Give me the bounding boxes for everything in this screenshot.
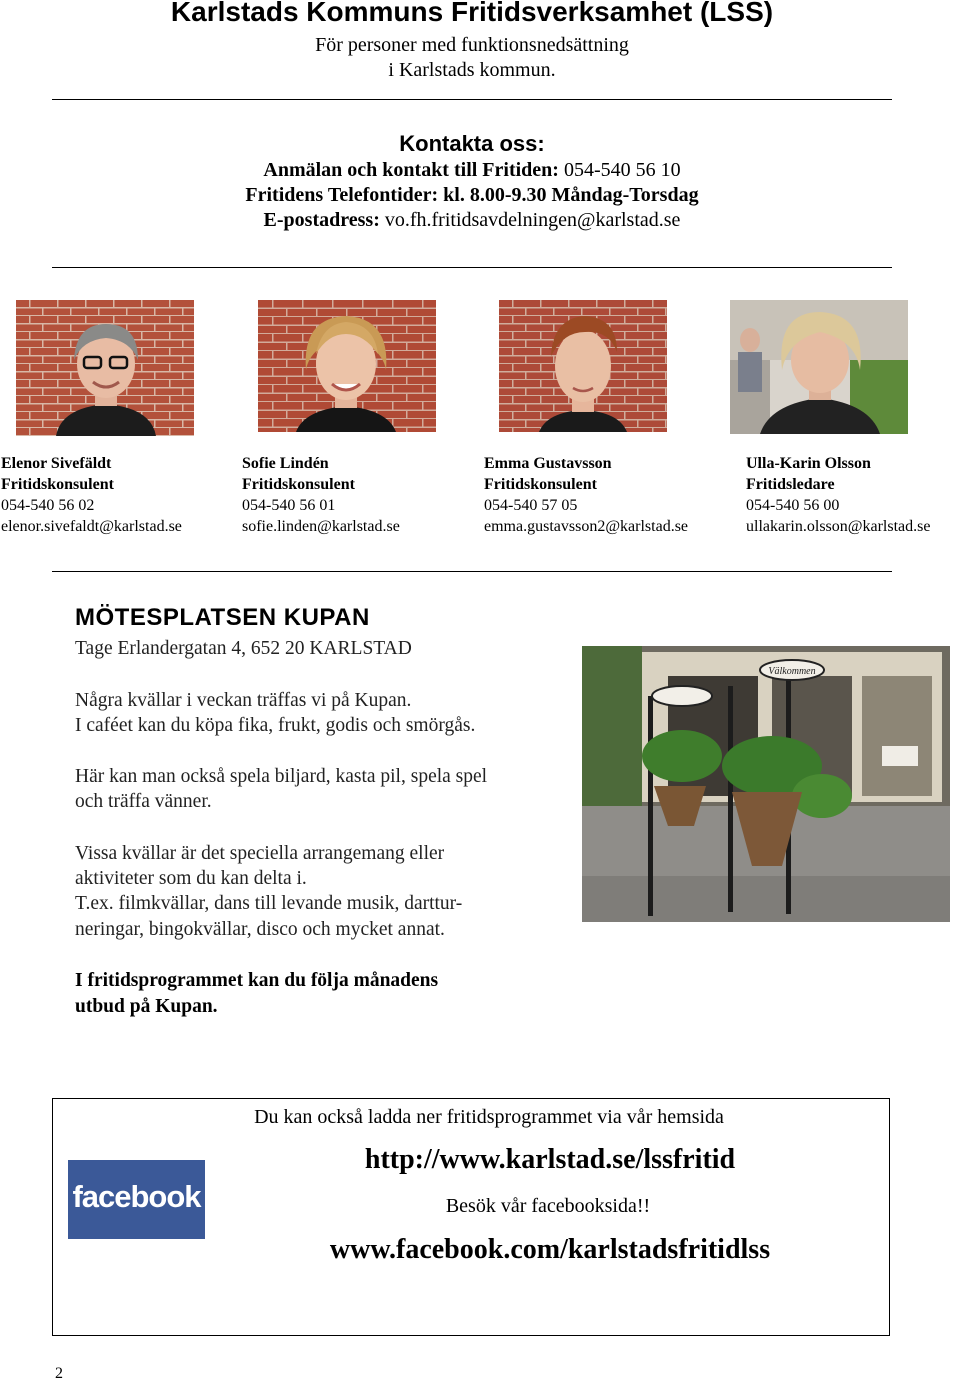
subtitle-line-1: För personer med funktionsnedsättning	[315, 34, 629, 56]
staff-card	[1, 453, 182, 537]
divider	[52, 267, 892, 268]
facebook-logo-text: facebook	[72, 1179, 201, 1214]
kupan-paragraph-line: Här kan man också spela biljard, kasta pil, spela spel	[75, 766, 488, 787]
registration-label: Anmälan och kontakt till Fritiden:	[263, 159, 559, 181]
staff-photo-elenor	[16, 300, 194, 436]
website-link[interactable]: http://www.karlstad.se/lssfritid	[364, 1144, 736, 1175]
facebook-logo[interactable]	[68, 1160, 205, 1239]
kupan-welcome-sign: Välkommen	[768, 666, 816, 677]
staff-email[interactable]: sofie.linden@karlstad.se	[242, 518, 400, 535]
staff-email[interactable]: emma.gustavsson2@karlstad.se	[484, 518, 689, 535]
staff-phone: 054-540 56 02	[1, 497, 95, 514]
download-text: Du kan också ladda ner fritidsprogrammet via vår hemsida	[254, 1106, 724, 1128]
kupan-paragraph-line: T.ex. filmkvällar, dans till levande musik, darttur-	[75, 893, 463, 914]
staff-role: Fritidskonsulent	[484, 476, 597, 493]
divider	[52, 99, 892, 100]
staff-name: Elenor Sivefäldt	[1, 455, 112, 472]
staff-email[interactable]: elenor.sivefaldt@karlstad.se	[1, 518, 182, 535]
facebook-link[interactable]: www.facebook.com/karlstadsfritidlss	[329, 1234, 771, 1265]
page-number: 2	[55, 1365, 63, 1382]
staff-phone: 054-540 56 01	[242, 497, 336, 514]
subtitle-line-2: i Karlstads kommun.	[388, 59, 556, 81]
kupan-program-note: I fritidsprogrammet kan du följa månadens	[75, 970, 439, 991]
kupan-paragraph-line: aktiviteter som du kan delta i.	[75, 868, 307, 889]
staff-role: Fritidskonsulent	[242, 476, 355, 493]
contact-hours	[0, 184, 944, 207]
staff-email[interactable]: ullakarin.olsson@karlstad.se	[746, 518, 931, 535]
staff-phone: 054-540 56 00	[746, 497, 840, 514]
contact-registration	[0, 159, 944, 182]
staff-name: Ulla-Karin Olsson	[746, 455, 871, 472]
kupan-entrance-photo	[582, 646, 950, 922]
staff-role: Fritidsledare	[746, 476, 835, 493]
facebook-prompt: Besök vår facebooksida!!	[445, 1195, 651, 1217]
kupan-paragraph-line: neringar, bingokvällar, disco och mycket annat.	[75, 919, 445, 940]
kupan-paragraph-line: I caféet kan du köpa fika, frukt, godis och smörgås.	[75, 715, 476, 736]
email-value[interactable]: vo.fh.fritidsavdelningen@karlstad.se	[384, 209, 681, 231]
staff-photo-sofie	[258, 300, 436, 432]
kupan-paragraph-line: och träffa vänner.	[75, 791, 212, 812]
staff-role: Fritidskonsulent	[1, 476, 114, 493]
staff-name: Sofie Lindén	[242, 455, 329, 472]
kupan-paragraph-line: Vissa kvällar är det speciella arrangemang eller	[75, 843, 445, 864]
kupan-heading: MÖTESPLATSEN KUPAN	[75, 604, 370, 631]
contact-email	[0, 209, 944, 232]
kupan-paragraph-line: Några kvällar i veckan träffas vi på Kupan.	[75, 690, 412, 711]
divider	[52, 571, 892, 572]
hours-value: kl. 8.00-9.30 Måndag-Torsdag	[443, 184, 699, 206]
staff-card	[242, 453, 400, 537]
kupan-program-note: utbud på Kupan.	[75, 996, 218, 1017]
staff-photo-ulla-karin	[730, 300, 908, 434]
staff-card	[746, 453, 930, 537]
staff-phone: 054-540 57 05	[484, 497, 578, 514]
page-title: Karlstads Kommuns Fritidsverksamhet (LSS)	[170, 0, 774, 27]
email-label: E-postadress:	[263, 209, 380, 231]
contact-heading: Kontakta oss:	[399, 131, 545, 156]
kupan-address: Tage Erlandergatan 4, 652 20 KARLSTAD	[75, 638, 412, 659]
registration-phone: 054-540 56 10	[563, 159, 681, 181]
hours-label: Fritidens Telefontider:	[245, 184, 439, 206]
staff-photo-emma	[499, 300, 667, 432]
staff-name: Emma Gustavsson	[484, 455, 612, 472]
staff-card	[484, 453, 688, 537]
